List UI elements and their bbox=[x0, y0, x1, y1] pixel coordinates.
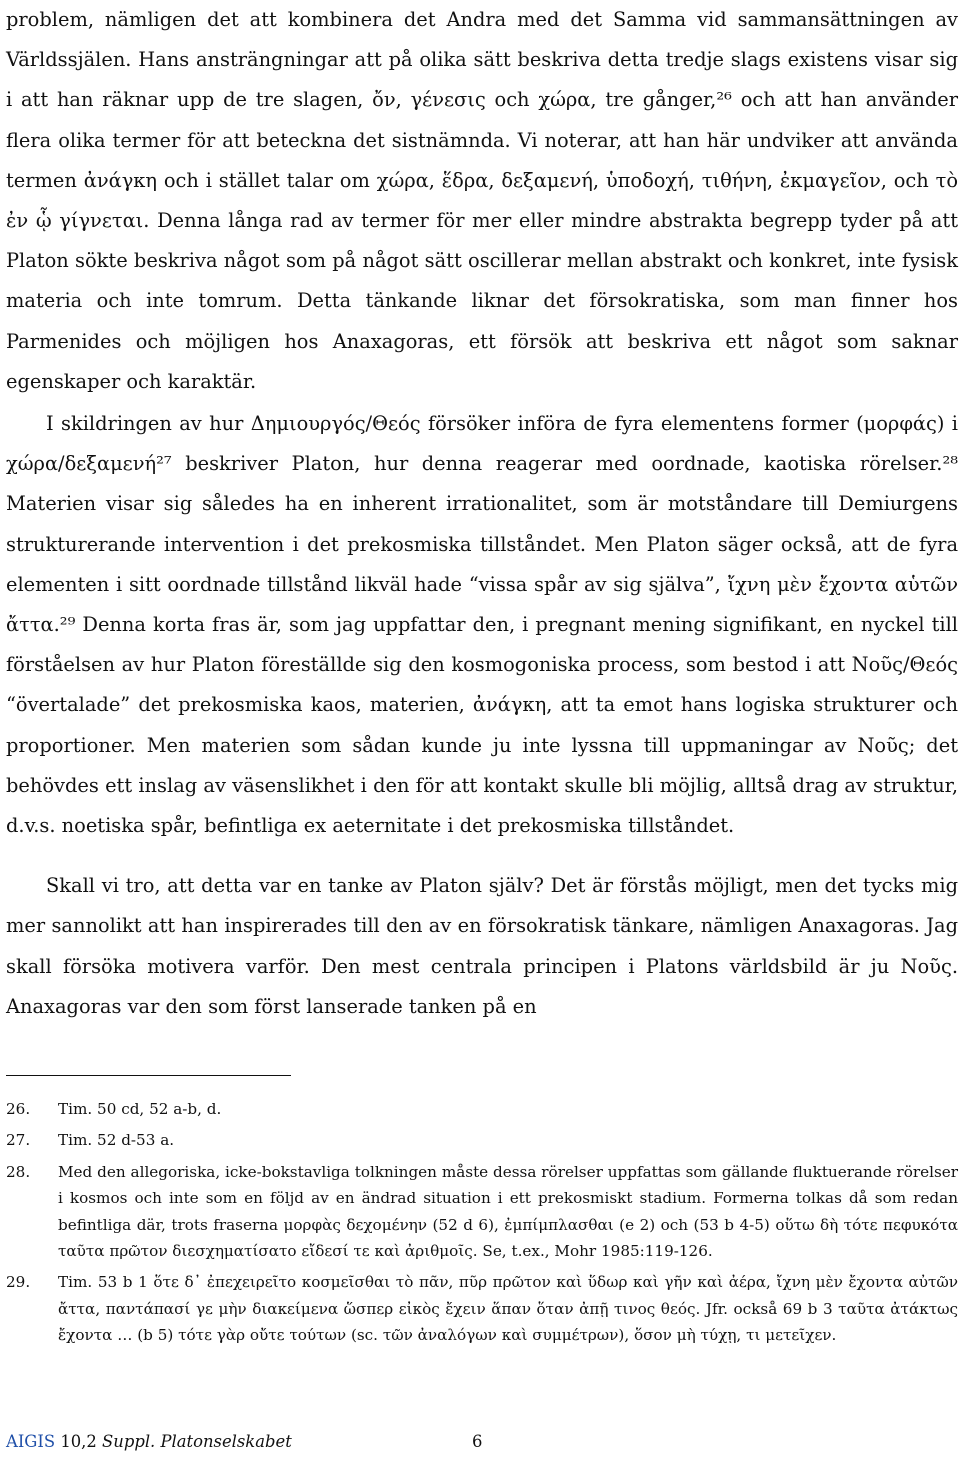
footnote-29 bbox=[6, 1269, 958, 1348]
footnotes bbox=[6, 1096, 958, 1354]
footnote-26 bbox=[6, 1096, 958, 1122]
journal-brand: AIGIS bbox=[6, 1432, 56, 1451]
page-number: 6 bbox=[472, 1432, 483, 1451]
footnote-28 bbox=[6, 1159, 958, 1265]
page-footer bbox=[6, 1432, 483, 1452]
footnote-number: 28. bbox=[6, 1162, 31, 1181]
footnote-27 bbox=[6, 1127, 958, 1153]
paragraph-2: I skildringen av hur Δημιουργός/Θεός försöker införa de fyra elementens former (μορφάς) i χώρα/δεξαμενή²⁷ beskriver Platon, hur denna reagerar med oordnade, kaotiska rörelser.²⁸ Materien visar sig således ha en inherent irrationalitet, som är motståndare till Demiurgens strukturerande intervention i det prekosmiska tillståndet. Men Platon säger också, att de fyra elementen i sitt oordnade tillstånd likväl hade “vissa spår av sig själva”, ἴχνη μὲν ἔχοντα αὑτῶν ἄττα.²⁹ Denna korta fras är, som jag uppfattar den, i pregnant mening signifikant, en nyckel till förståelsen av hur Platon föreställde sig den kosmogoniska process, som bestod i att Νοῦς/Θεός “övertalade” det prekosmiska kaos, materien, ἀνάγκη, att ta emot hans logiska strukturer och proportioner. Men materien som sådan kunde ju inte lyssna till uppmaningar av Νοῦς; det behövdes ett inslag av väsenslikhet i den för att kontakt skulle bli möjlig, alltså drag av struktur, d.v.s. noetiska spår, befintliga ex aeternitate i det prekosmiska tillståndet. bbox=[6, 412, 958, 838]
journal-issue: 10,2 bbox=[60, 1432, 97, 1451]
footnote-text: Med den allegoriska, icke-bokstavliga tolkningen måste dessa rörelser uppfattas som gällande fluktuerande rörelser i kosmos och inte som en följd av en ändrad situation i ett prekosmiskt stadium. Formerna tolkas då som redan befintliga där, trots fraserna μορφὰς δεχομένην (52 d 6), ἐμπίμπλασθαι (e 2) och (53 b 4-5) οὕτω δὴ τότε πεφυκότα ταῦτα πρῶτον διεσχηματίσατο εἴδεσί τε καὶ ἀριθμοῖς. Se, t.ex., Mohr 1985:119-126. bbox=[58, 1162, 958, 1261]
footnote-number: 27. bbox=[6, 1131, 31, 1150]
paragraph-3: Skall vi tro, att detta var en tanke av Platon själv? Det är förstås möjligt, men det tycks mig mer sannolikt att han inspirerades till den av en försokratisk tänkare, nämligen Anaxagoras. Jag skall försöka motivera varför. Den mest centrala principen i Platons världsbild är ju Νοῦς. Anaxagoras var den som först lanserade tanken på en bbox=[6, 874, 958, 1018]
footnote-text: Tim. 53 b 1 ὅτε δ᾽ ἐπεχειρεῖτο κοσμεῖσθαι τὸ πᾶν, πῦρ πρῶτον καὶ ὕδωρ καὶ γῆν καὶ ἀέρα, ἴχνη μὲν ἔχοντα αὐτῶν ἄττα, παντάπασί γε μὴν διακείμενα ὥσπερ εἰκὸς ἔχειν ἅπαν ὅταν ἀπῇ τινος θεός. Jfr. också 69 b 3 ταῦτα ἀτάκτως ἔχοντα … (b 5) τότε γὰρ οὔτε τούτων (sc. τῶν ἀναλόγων καὶ συμμέτρων), ὅσον μὴ τύχῃ, τι μετεῖχεν. bbox=[58, 1273, 958, 1345]
footnote-text: Tim. 50 cd, 52 a-b, d. bbox=[58, 1100, 222, 1118]
journal-subtitle: Suppl. Platonselskabet bbox=[102, 1432, 292, 1451]
footnote-number: 26. bbox=[6, 1100, 31, 1118]
main-text bbox=[6, 0, 958, 1027]
footnote-text: Tim. 52 d-53 a. bbox=[58, 1131, 175, 1150]
paragraph-1: problem, nämligen det att kombinera det Andra med det Samma vid sammansättningen av Världssjälen. Hans ansträngningar att på olika sätt beskriva detta tredje slags existens visar sig i att han räknar upp de tre slagen, ὄν, γένεσις och χώρα, tre gånger,²⁶ och att han använder flera olika termer för att beteckna det sistnämnda. Vi noterar, att han här undviker att använda termen ἀνάγκη och i stället talar om χώρα, ἕδρα, δεξαμενή, ὑποδοχή, τιθήνη, ἐκμαγεῖον, och τὸ ἐν ᾧ γίγνεται. Denna långa rad av termer för mer eller mindre abstrakta begrepp tyder på att Platon sökte beskriva något som på något sätt oscillerar mellan abstrakt och konkret, inte fysisk materia och inte tomrum. Detta tänkande liknar det försokratiska, som man finner hos Parmenides och möjligen hos Anaxagoras, ett försök att beskriva ett något som saknar egenskaper och karaktär. bbox=[6, 8, 958, 393]
footnote-number: 29. bbox=[6, 1273, 31, 1292]
footnote-separator bbox=[6, 1075, 291, 1076]
